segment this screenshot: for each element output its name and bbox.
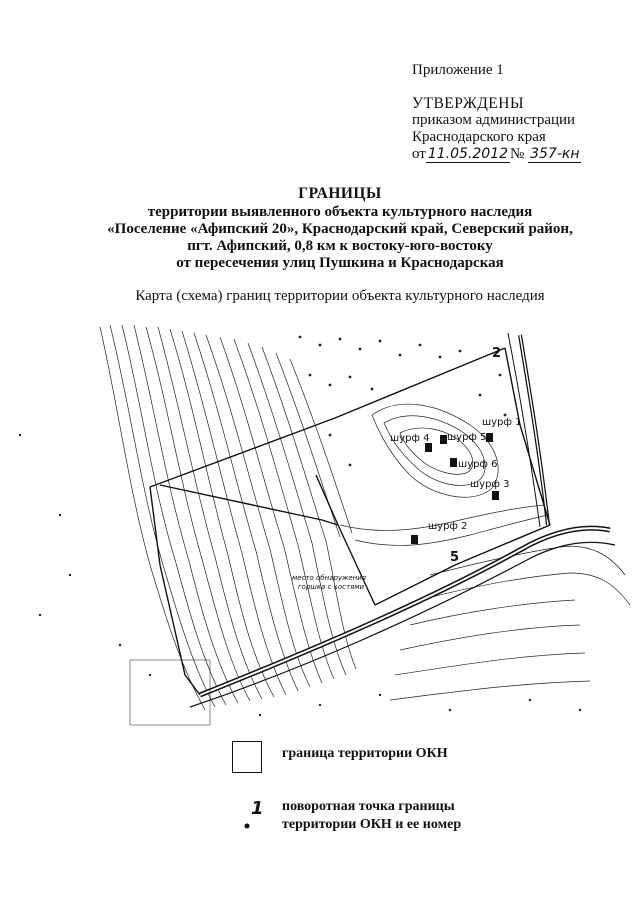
title-main: ГРАНИЦЫ: [298, 185, 382, 202]
find-note-line-2: горшка с костями: [298, 583, 365, 591]
approval-block: [412, 62, 632, 166]
turning-point-symbol: [230, 796, 270, 836]
pit-label-3: шурф 3: [470, 479, 510, 490]
pit-label-5: шурф 5: [447, 432, 487, 443]
map-svg: [0, 315, 639, 735]
turning-point-labels: [450, 346, 501, 565]
pit-label-1: шурф 1: [482, 417, 522, 428]
approval-line-1: приказом администрации: [412, 112, 576, 128]
boundary-map: [0, 315, 639, 735]
turning-point-5: 5: [450, 550, 460, 565]
left-contours: [100, 325, 356, 710]
order-date-line: [412, 146, 632, 166]
legend-boundary: [230, 738, 610, 786]
document-title: [60, 185, 620, 272]
title-line-2: «Поселение «Афипский 20», Краснодарский край, Северский район,: [107, 221, 573, 237]
legend-boundary-label: граница территории ОКН: [282, 746, 448, 761]
pit-label-2: шурф 2: [428, 521, 468, 532]
appendix-label: Приложение 1: [412, 62, 504, 78]
approved-heading: УТВЕРЖДЕНЫ: [412, 95, 524, 112]
pit-label-4: шурф 4: [390, 433, 430, 444]
title-line-4: от пересечения улиц Пушкина и Краснодарская: [176, 255, 504, 271]
legend-point-label-line-2: территории ОКН и ее номер: [282, 817, 462, 832]
title-line-1: территории выявленного объекта культурного наследия: [147, 204, 533, 220]
map-legend: [230, 738, 610, 832]
map-caption: Карта (схема) границ территории объекта культурного наследия: [135, 288, 545, 304]
map-boundary-lines: [150, 348, 550, 695]
legend-point-number: 1: [251, 798, 264, 819]
legend-point-label-line-1: поворотная точка границы: [282, 799, 455, 814]
find-note: [292, 574, 366, 591]
pit-label-6: шурф 6: [458, 459, 498, 470]
turning-point-icon: [230, 796, 270, 836]
order-date: 11.05.2012: [427, 146, 509, 162]
boundary-swatch: [232, 741, 262, 773]
legend-point-label: [282, 798, 461, 834]
map-dots: [19, 336, 581, 717]
find-note-line-1: место обнаружения: [292, 574, 367, 582]
from-prefix: от: [412, 146, 426, 162]
approval-line-2: Краснодарского края: [412, 129, 546, 145]
turning-point-2: 2: [492, 346, 502, 361]
number-sign: №: [510, 146, 525, 162]
order-number: 357-кн: [530, 146, 580, 162]
title-line-3: пгт. Афипский, 0,8 км к востоку-юго-востоку: [187, 238, 493, 254]
